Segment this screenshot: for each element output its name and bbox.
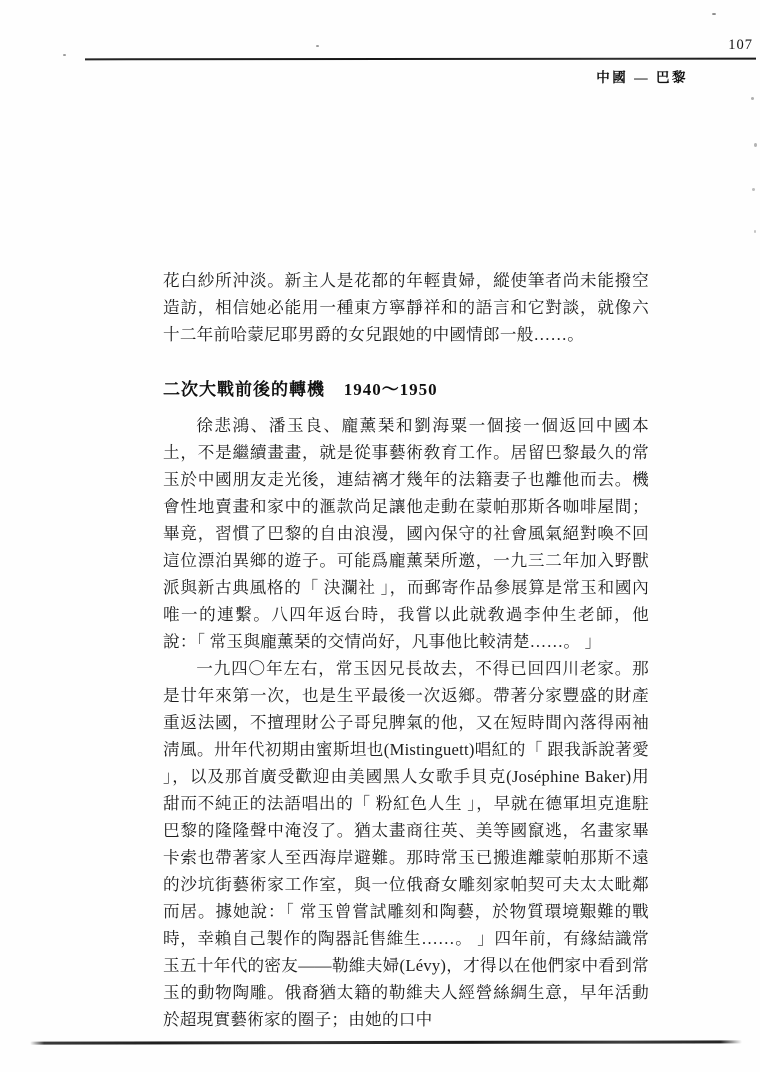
scan-speck <box>754 143 757 147</box>
scan-speck <box>754 230 756 233</box>
page-number: 107 <box>728 37 753 53</box>
scan-speck <box>316 45 319 47</box>
section-heading-title: 二次大戰前後的轉機 <box>163 380 325 399</box>
section-heading-period: 1940～1950 <box>343 380 438 399</box>
scan-speck <box>712 13 716 15</box>
scan-speck <box>752 188 755 191</box>
paragraph-wartime-paris: 一九四〇年左右，常玉因兄長故去，不得已回四川老家。那是廿年來第一次，也是生平最後一次返鄉。帶著分家豐盛的財產重返法國，不擅理財公子哥兒脾氣的他，又在短時間內落得兩袖淸風。卅年代初期由蜜斯坦也(Mistinguett)唱紅的「 跟我訴說著愛 」，以及那首廣受歡迎由美國黑人女歌手貝克(Joséphine Baker)用甜而不純正的法語唱出的「 粉紅色人生 」，早就在德軍坦克進駐巴黎的隆隆聲中淹沒了。猶太畫商往英、美等國竄逃，名畫家畢卡索也帶著家人至西海岸避難。那時常玉已搬進離蒙帕那斯不遠的沙坑街藝術家工作室，與一位俄裔女雕刻家帕契可夫太太毗鄰而居。據她說：「 常玉曾嘗試雕刻和陶藝，於物質環境艱難的戰時，幸賴自己製作的陶器託售維生……。 」四年前，有緣結識常玉五十年代的密友——勒維夫婦(Lévy)，才得以在他們家中看到常玉的動物陶雕。俄裔猶太籍的勒維夫人經營絲綢生意，早年活動於超現實藝術家的圈子；由她的口中 <box>163 659 649 1029</box>
paragraph-continuation: 花白紗所沖淡。新主人是花都的年輕貴婦，縱使筆者尚未能撥空造訪，相信她必能用一種東方寧靜祥和的語言和它對談，就像六十二年前哈蒙尼耶男爵的女兒跟她的中國情郎一般……。 <box>163 271 649 344</box>
header-rule <box>85 58 756 61</box>
paragraph-return-to-china: 徐悲鴻、潘玉良、龐薰琹和劉海粟一個接一個返回中國本土，不是繼續畫畫，就是從事藝術敎育工作。居留巴黎最久的常玉於中國朋友走光後，連結褵才幾年的法籍妻子也離他而去。機會性地賣畫和家中的滙款尚足讓他走動在蒙帕那斯各咖啡屋間；畢竟，習慣了巴黎的自由浪漫，國內保守的社會風氣絕對喚不回這位漂泊異鄉的遊子。可能爲龐薰琹所邀，一九三二年加入野獸派與新古典風格的「 決瀾社 」，而郵寄作品參展算是常玉和國內唯一的連繫。八四年返台時，我嘗以此就敎過李仲生老師，他說：「 常玉與龐薰琹的交情尚好，凡事他比較淸楚……。 」 <box>163 416 649 651</box>
section-heading <box>163 375 649 400</box>
text-column <box>163 267 649 1033</box>
scan-edge-artifact <box>30 1040 742 1044</box>
scan-speck <box>751 97 754 100</box>
scan-speck <box>63 54 66 56</box>
running-head: 中國 — 巴黎 <box>596 70 688 85</box>
